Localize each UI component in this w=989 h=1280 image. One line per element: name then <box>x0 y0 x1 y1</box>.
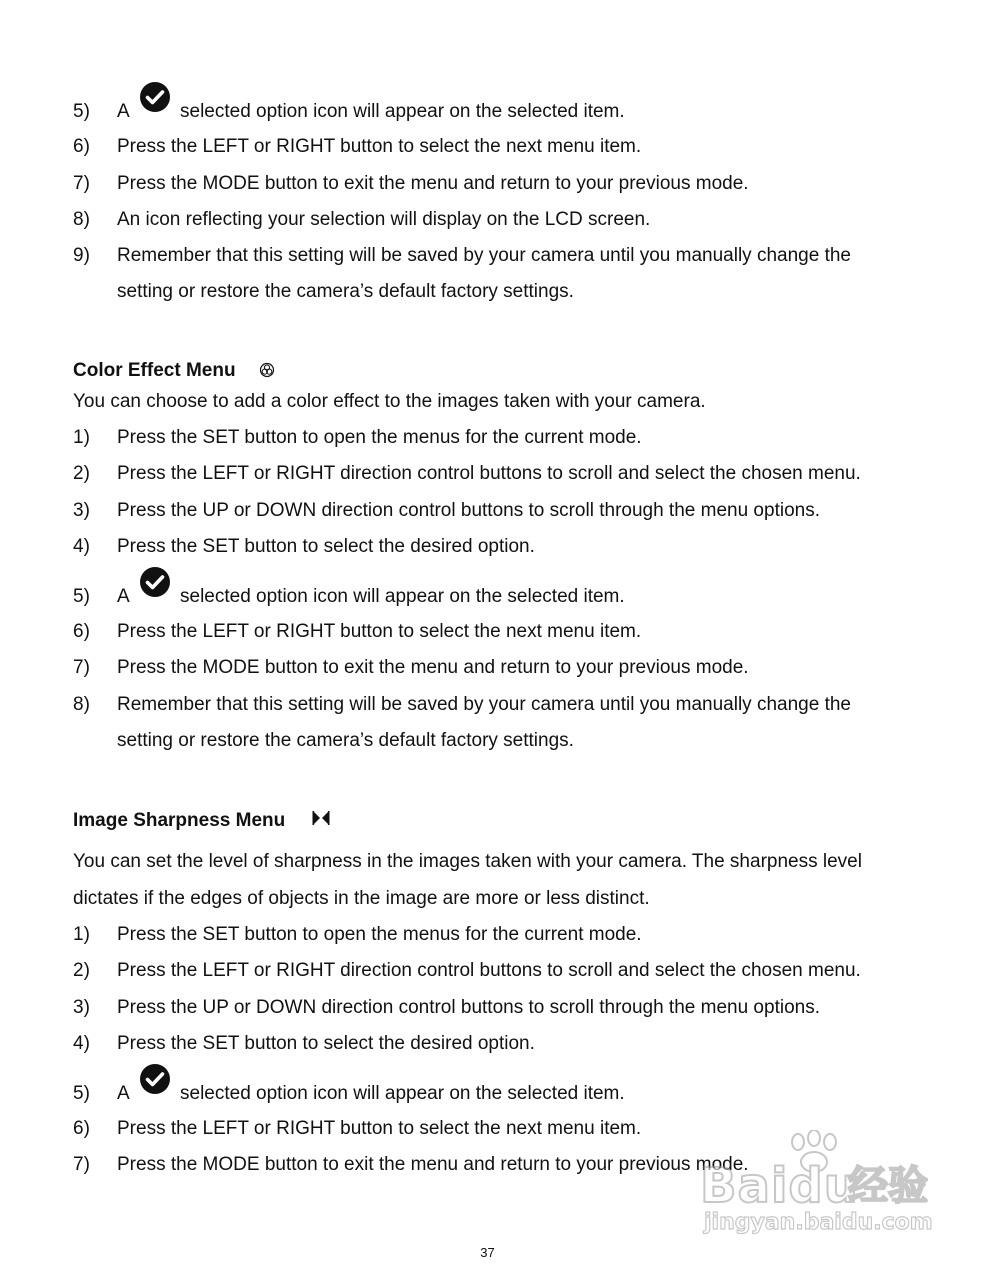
check-circle-icon <box>139 566 171 598</box>
list-item <box>0 166 989 202</box>
list-item <box>0 1076 989 1112</box>
intro-text: You can choose to add a color effect to the images taken with your camera. <box>73 391 706 412</box>
item-text: An icon reflecting your selection will display on the LCD screen. <box>117 209 651 230</box>
list-item <box>0 529 989 565</box>
item-text: Press the SET button to select the desired option. <box>117 536 535 557</box>
intro-paragraph <box>0 384 989 420</box>
item-number: 3) <box>73 997 90 1018</box>
item-prefix: A <box>117 1083 130 1104</box>
list-item <box>0 1026 989 1062</box>
item-text: Press the SET button to select the desired option. <box>117 1033 535 1054</box>
item-text: Press the LEFT or RIGHT button to select the next menu item. <box>117 136 642 157</box>
item-text: Press the LEFT or RIGHT button to select the next menu item. <box>117 621 642 642</box>
intro-text: You can set the level of sharpness in the images taken with your camera. The sharpness level <box>73 851 862 872</box>
watermark-logo-cn: 经验 <box>848 1163 928 1209</box>
item-number: 3) <box>73 500 90 521</box>
item-text: Press the LEFT or RIGHT direction control buttons to scroll and select the chosen menu. <box>117 463 861 484</box>
item-number: 7) <box>73 657 90 678</box>
list-item <box>0 493 989 529</box>
section-heading-sharpness <box>73 803 285 839</box>
item-text: Press the LEFT or RIGHT direction control buttons to scroll and select the chosen menu. <box>117 960 861 981</box>
list-item <box>0 990 989 1026</box>
list-item <box>0 579 989 615</box>
item-prefix: A <box>117 101 130 122</box>
item-text: Press the UP or DOWN direction control buttons to scroll through the menu options. <box>117 997 820 1018</box>
item-number: 5) <box>73 101 90 122</box>
item-number: 8) <box>73 209 90 230</box>
list-item <box>0 94 989 130</box>
list-item <box>0 917 989 953</box>
item-number: 6) <box>73 1118 90 1139</box>
heading-text: Color Effect Menu <box>73 360 236 381</box>
item-text-cont: setting or restore the camera’s default factory settings. <box>117 730 574 751</box>
check-circle-icon <box>139 81 171 113</box>
sharpness-icon <box>312 810 330 826</box>
item-text: Press the MODE button to exit the menu and return to your previous mode. <box>117 173 749 194</box>
item-number: 5) <box>73 1083 90 1104</box>
intro-paragraph <box>0 844 989 880</box>
item-text: Remember that this setting will be saved by your camera until you manually change the <box>117 694 851 715</box>
item-text: Press the MODE button to exit the menu and return to your previous mode. <box>117 1154 749 1175</box>
item-text: selected option icon will appear on the selected item. <box>180 1083 625 1104</box>
list-item <box>0 650 989 686</box>
item-number: 1) <box>73 427 90 448</box>
watermark-url: jingyan.baidu.com <box>704 1210 933 1235</box>
item-number: 8) <box>73 694 90 715</box>
item-number: 5) <box>73 586 90 607</box>
item-number: 6) <box>73 136 90 157</box>
intro-paragraph <box>0 881 989 917</box>
list-item <box>0 687 989 723</box>
item-number: 6) <box>73 621 90 642</box>
heading-text: Image Sharpness Menu <box>73 810 286 831</box>
list-item <box>0 238 989 274</box>
item-number: 7) <box>73 1154 90 1175</box>
list-item <box>0 953 989 989</box>
page-number: 37 <box>480 1245 495 1260</box>
item-number: 2) <box>73 960 90 981</box>
item-text: Press the SET button to open the menus for the current mode. <box>117 427 642 448</box>
baidu-watermark <box>700 1130 940 1240</box>
list-item-continuation <box>0 274 989 310</box>
item-text: Press the SET button to open the menus for the current mode. <box>117 924 642 945</box>
item-number: 1) <box>73 924 90 945</box>
list-item <box>0 456 989 492</box>
item-number: 4) <box>73 536 90 557</box>
color-effect-icon <box>259 362 275 378</box>
check-circle-icon <box>139 1063 171 1095</box>
list-item <box>0 129 989 165</box>
item-number: 9) <box>73 245 90 266</box>
item-number: 2) <box>73 463 90 484</box>
item-text: Press the MODE button to exit the menu and return to your previous mode. <box>117 657 749 678</box>
item-text: Press the LEFT or RIGHT button to select the next menu item. <box>117 1118 642 1139</box>
list-item-continuation <box>0 723 989 759</box>
item-text: selected option icon will appear on the selected item. <box>180 101 625 122</box>
item-text-cont: setting or restore the camera’s default factory settings. <box>117 281 574 302</box>
item-text: Press the UP or DOWN direction control buttons to scroll through the menu options. <box>117 500 820 521</box>
list-item <box>0 202 989 238</box>
intro-text: dictates if the edges of objects in the image are more or less distinct. <box>73 888 650 909</box>
watermark-logo: Baidu <box>700 1158 859 1214</box>
list-item <box>0 614 989 650</box>
item-text: Remember that this setting will be saved by your camera until you manually change the <box>117 245 851 266</box>
item-number: 4) <box>73 1033 90 1054</box>
list-item <box>0 420 989 456</box>
item-prefix: A <box>117 586 130 607</box>
item-text: selected option icon will appear on the selected item. <box>180 586 625 607</box>
item-number: 7) <box>73 173 90 194</box>
